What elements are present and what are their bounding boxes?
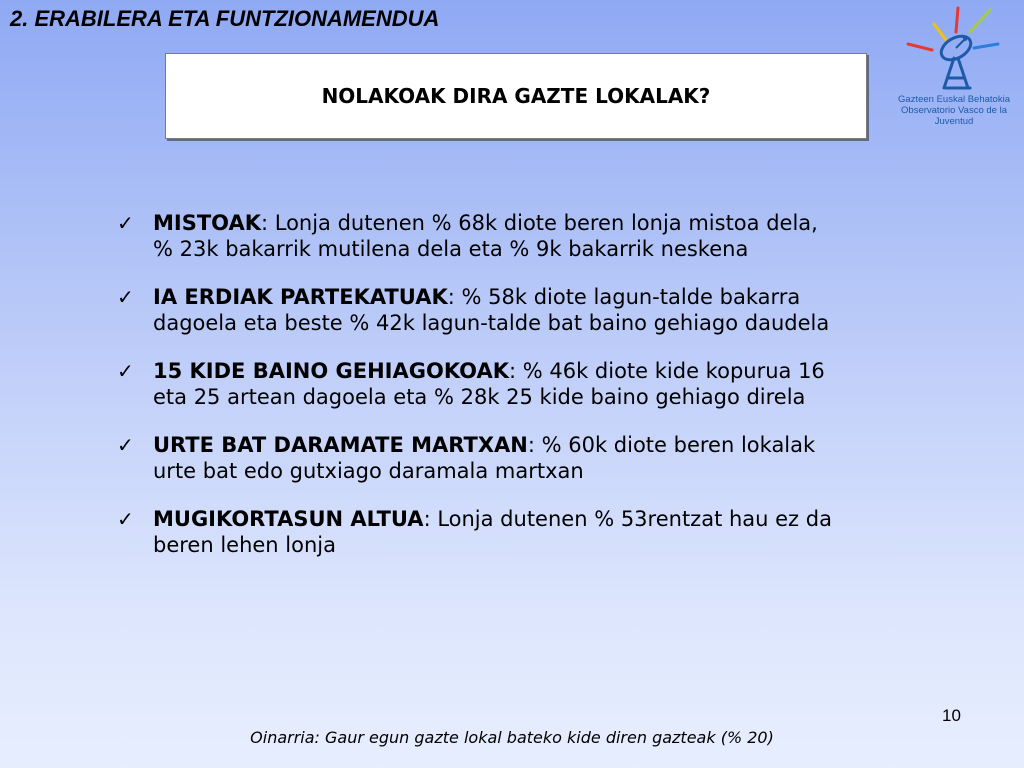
bullet-label: URTE BAT DARAMATE MARTXAN <box>153 433 528 457</box>
logo-text-spanish: Observatorio Vasco de la Juventud <box>901 105 1007 127</box>
bullet-label: 15 KIDE BAINO GEHIAGOKOAK <box>153 359 509 383</box>
bullet-text: : Lonja dutenen % 68k diote beren lonja mistoa dela, % 23k bakarrik mutilena dela eta % 9k bakarrik neskena <box>153 211 818 261</box>
bullet-text: : Lonja dutenen % 53rentzat hau ez da beren lehen lonja <box>153 507 832 557</box>
bullet-text: : % 46k diote kide kopurua 16 eta 25 artean dagoela eta % 28k 25 kide baino gehiago direla <box>153 359 825 409</box>
bullet-item <box>117 432 837 484</box>
bullet-item <box>117 210 837 262</box>
checkmark-icon: ✓ <box>117 211 134 235</box>
bullet-list <box>117 210 837 580</box>
bullet-item <box>117 358 837 410</box>
bullet-label: MUGIKORTASUN ALTUA <box>153 507 424 531</box>
footnote: Oinarria: Gaur egun gazte lokal bateko kide diren gazteak (% 20) <box>250 728 774 747</box>
bullet-text: : % 58k diote lagun-talde bakarra dagoela eta beste % 42k lagun-talde bat baino gehiago daudela <box>153 285 830 335</box>
bullet-item <box>117 506 837 558</box>
checkmark-icon: ✓ <box>117 285 134 309</box>
slide-title-box <box>165 53 867 139</box>
logo-text-basque: Gazteen Euskal Behatokia <box>898 94 1010 105</box>
page-number: 10 <box>942 706 961 725</box>
checkmark-icon: ✓ <box>117 433 134 457</box>
logo <box>884 6 1024 127</box>
bullet-item <box>117 284 837 336</box>
satellite-dish-icon <box>904 6 1004 92</box>
slide-title: NOLAKOAK DIRA GAZTE LOKALAK? <box>321 84 711 108</box>
bullet-label: IA ERDIAK PARTEKATUAK <box>153 285 448 309</box>
checkmark-icon: ✓ <box>117 359 134 383</box>
section-title: 2. ERABILERA ETA FUNTZIONAMENDUA <box>10 6 440 31</box>
bullet-text: : % 60k diote beren lokalak urte bat edo gutxiago daramala martxan <box>153 433 816 483</box>
checkmark-icon: ✓ <box>117 507 134 531</box>
bullet-label: MISTOAK <box>153 211 261 235</box>
